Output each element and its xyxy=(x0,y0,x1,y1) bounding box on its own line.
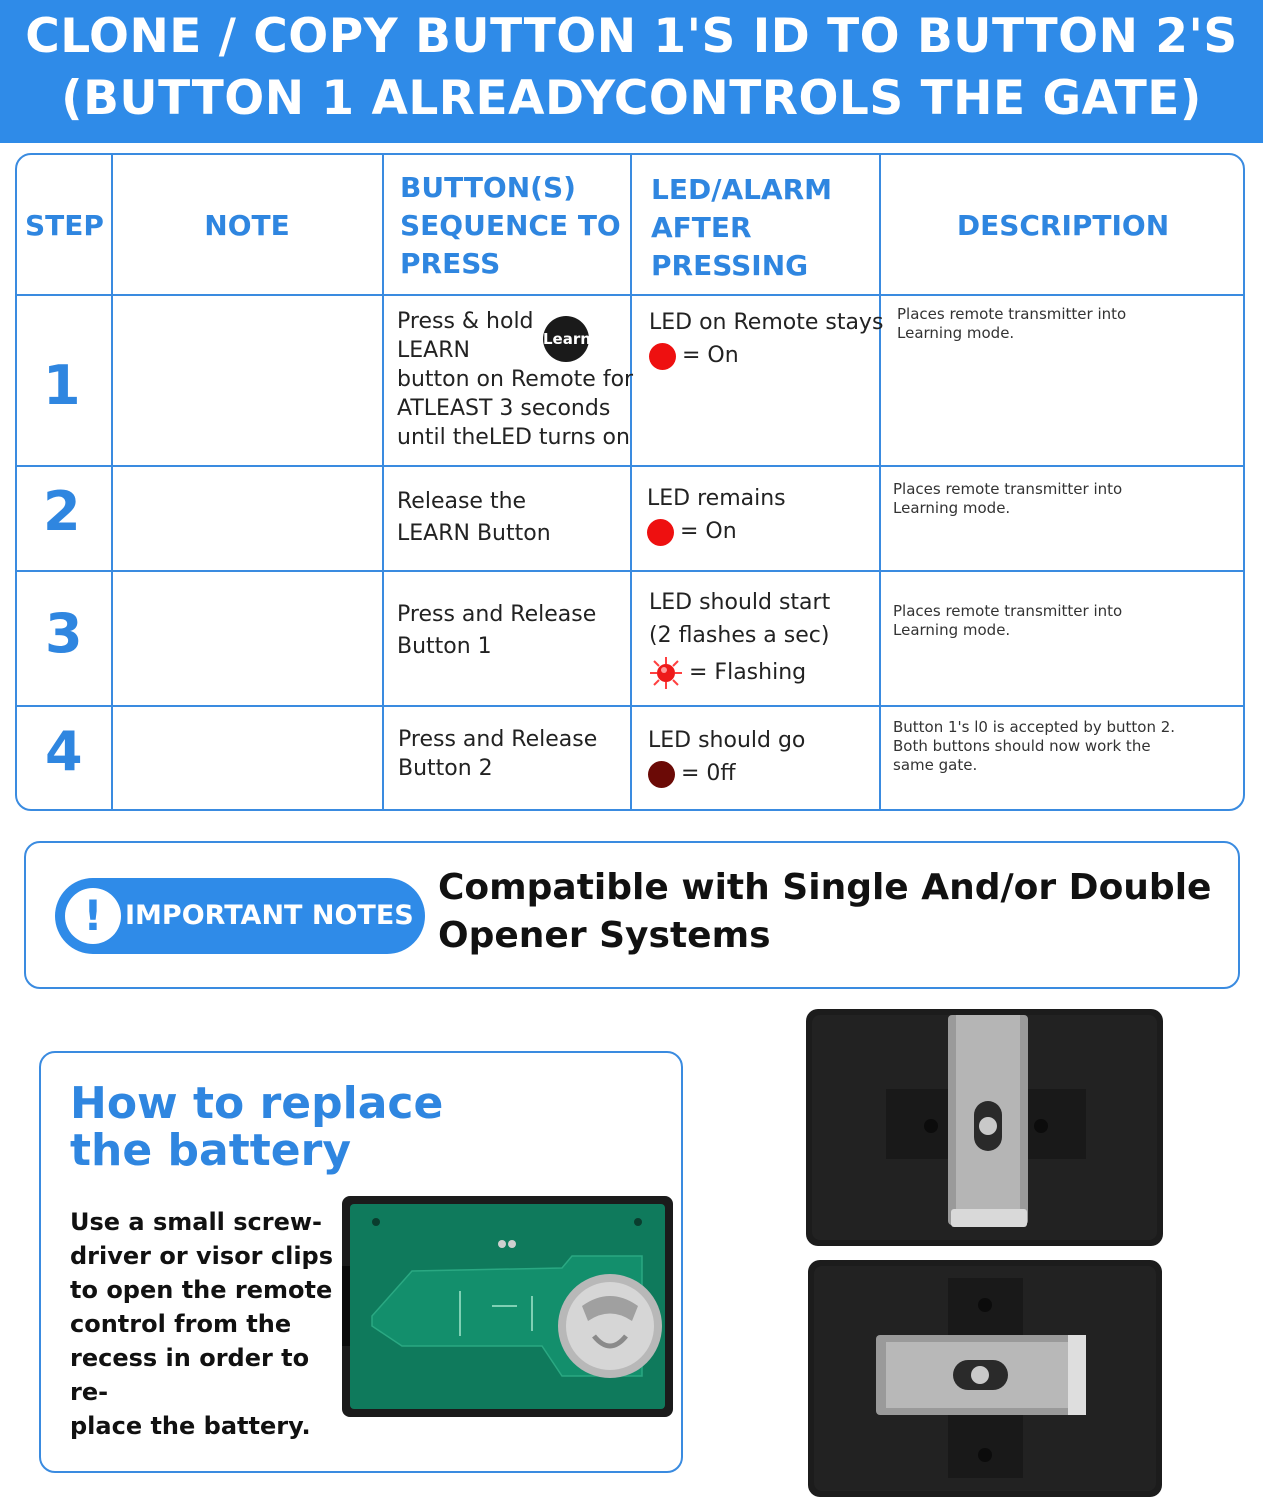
battery-title xyxy=(70,1080,490,1174)
led-description: (2 flashes a sec) xyxy=(649,623,830,648)
important-notes-badge xyxy=(55,878,425,954)
description-line: same gate. xyxy=(893,756,978,774)
led-text xyxy=(649,586,830,690)
battery-instruction-line: recess in order to re- xyxy=(70,1344,310,1406)
sequence-text xyxy=(397,599,596,663)
table-divider xyxy=(17,465,1243,467)
description-line: Button 1's l0 is accepted by button 2. xyxy=(893,718,1176,736)
description-text xyxy=(893,718,1175,775)
table-divider xyxy=(382,155,384,809)
circuit-board-image xyxy=(342,1196,673,1417)
led-description: LED should start xyxy=(649,590,831,615)
sequence-text xyxy=(398,725,597,783)
steps-table xyxy=(15,153,1245,811)
sequence-line: LEARN Button xyxy=(397,521,551,546)
exclamation-icon: ! xyxy=(65,888,121,944)
sequence-line: ATLEAST 3 seconds xyxy=(397,396,611,421)
description-text xyxy=(897,305,1126,343)
header-banner xyxy=(0,0,1263,143)
step-number: 4 xyxy=(45,720,83,783)
sequence-text xyxy=(397,307,633,452)
led-on-icon xyxy=(649,343,676,370)
led-state xyxy=(647,515,786,548)
sequence-line: Button 1 xyxy=(397,634,492,659)
description-line: Learning mode. xyxy=(897,324,1015,342)
description-line: Places remote transmitter into xyxy=(893,602,1123,620)
led-state xyxy=(649,656,830,690)
sequence-line: LEARN xyxy=(397,338,470,363)
led-state-label: = 0ff xyxy=(681,761,736,786)
header-led-line: PRESSING xyxy=(651,249,809,282)
header-step: STEP xyxy=(25,209,104,242)
battery-instruction-line: Use a small screw- xyxy=(70,1208,323,1236)
battery-instruction-line: driver or visor clips xyxy=(70,1242,334,1270)
table-divider xyxy=(111,155,113,809)
header-title-line2: (BUTTON 1 ALREADYCONTROLS THE GATE) xyxy=(61,71,1202,126)
sequence-line: button on Remote for xyxy=(397,367,634,392)
table-divider xyxy=(17,705,1243,707)
learn-button-icon: Learn xyxy=(543,316,589,362)
led-state-label: = On xyxy=(680,519,737,544)
led-flashing-icon xyxy=(649,656,683,690)
led-state-label: = Flashing xyxy=(689,660,807,685)
header-sequence-line: SEQUENCE TO xyxy=(400,209,621,242)
description-line: Learning mode. xyxy=(893,499,1011,517)
header-title-line1: CLONE / COPY BUTTON 1'S ID TO BUTTON 2'S xyxy=(25,9,1238,64)
battery-instruction-line: to open the remote xyxy=(70,1276,333,1304)
sequence-text xyxy=(397,486,551,550)
sequence-line: Press and Release xyxy=(397,602,597,627)
description-line: Learning mode. xyxy=(893,621,1011,639)
led-state xyxy=(648,757,805,790)
header-sequence-line: BUTTON(S) xyxy=(400,171,576,204)
header-sequence xyxy=(400,169,621,283)
led-description: LED should go xyxy=(648,728,806,753)
led-on-icon xyxy=(647,519,674,546)
led-text xyxy=(647,482,786,548)
sequence-line: Press & hold xyxy=(397,309,534,334)
step-number: 2 xyxy=(43,480,81,543)
battery-instruction-line: place the battery. xyxy=(70,1412,311,1440)
led-description: LED remains xyxy=(647,486,786,511)
sequence-line: Release the xyxy=(397,489,527,514)
header-led xyxy=(651,171,832,285)
table-divider xyxy=(17,570,1243,572)
sequence-line: Button 2 xyxy=(398,756,493,781)
battery-instruction-line: control from the xyxy=(70,1310,292,1338)
description-text xyxy=(893,480,1122,518)
step-number: 1 xyxy=(43,354,81,417)
description-line: Both buttons should now work the xyxy=(893,737,1151,755)
step-number: 3 xyxy=(45,602,83,665)
header-led-line: LED/ALARM xyxy=(651,173,833,206)
table-divider xyxy=(879,155,881,809)
led-off-icon xyxy=(648,761,675,788)
description-text xyxy=(893,602,1122,640)
led-text xyxy=(648,724,805,790)
led-description: LED on Remote stays xyxy=(649,310,884,335)
header-sequence-line: PRESS xyxy=(400,247,501,280)
header-note: NOTE xyxy=(204,209,290,242)
belt-clip-image-horizontal xyxy=(808,1260,1162,1497)
battery-instructions xyxy=(70,1205,340,1443)
description-line: Places remote transmitter into xyxy=(897,305,1127,323)
led-state-label: = On xyxy=(682,343,739,368)
belt-clip-image-vertical xyxy=(806,1009,1163,1246)
header-led-line: AFTER xyxy=(651,211,752,244)
table-divider xyxy=(17,294,1243,296)
important-notes-label: IMPORTANT NOTES xyxy=(125,900,414,931)
battery-title-line: How to replace xyxy=(70,1078,444,1129)
led-state xyxy=(649,339,883,372)
sequence-line: Press and Release xyxy=(398,727,598,752)
description-line: Places remote transmitter into xyxy=(893,480,1123,498)
header-description: DESCRIPTION xyxy=(956,209,1170,242)
sequence-line: until theLED turns on xyxy=(397,425,630,450)
battery-title-line: the battery xyxy=(70,1125,351,1176)
compatibility-note: Compatible with Single And/or Double Opener Systems xyxy=(438,867,1212,956)
table-divider xyxy=(630,155,632,809)
led-text xyxy=(649,306,883,372)
